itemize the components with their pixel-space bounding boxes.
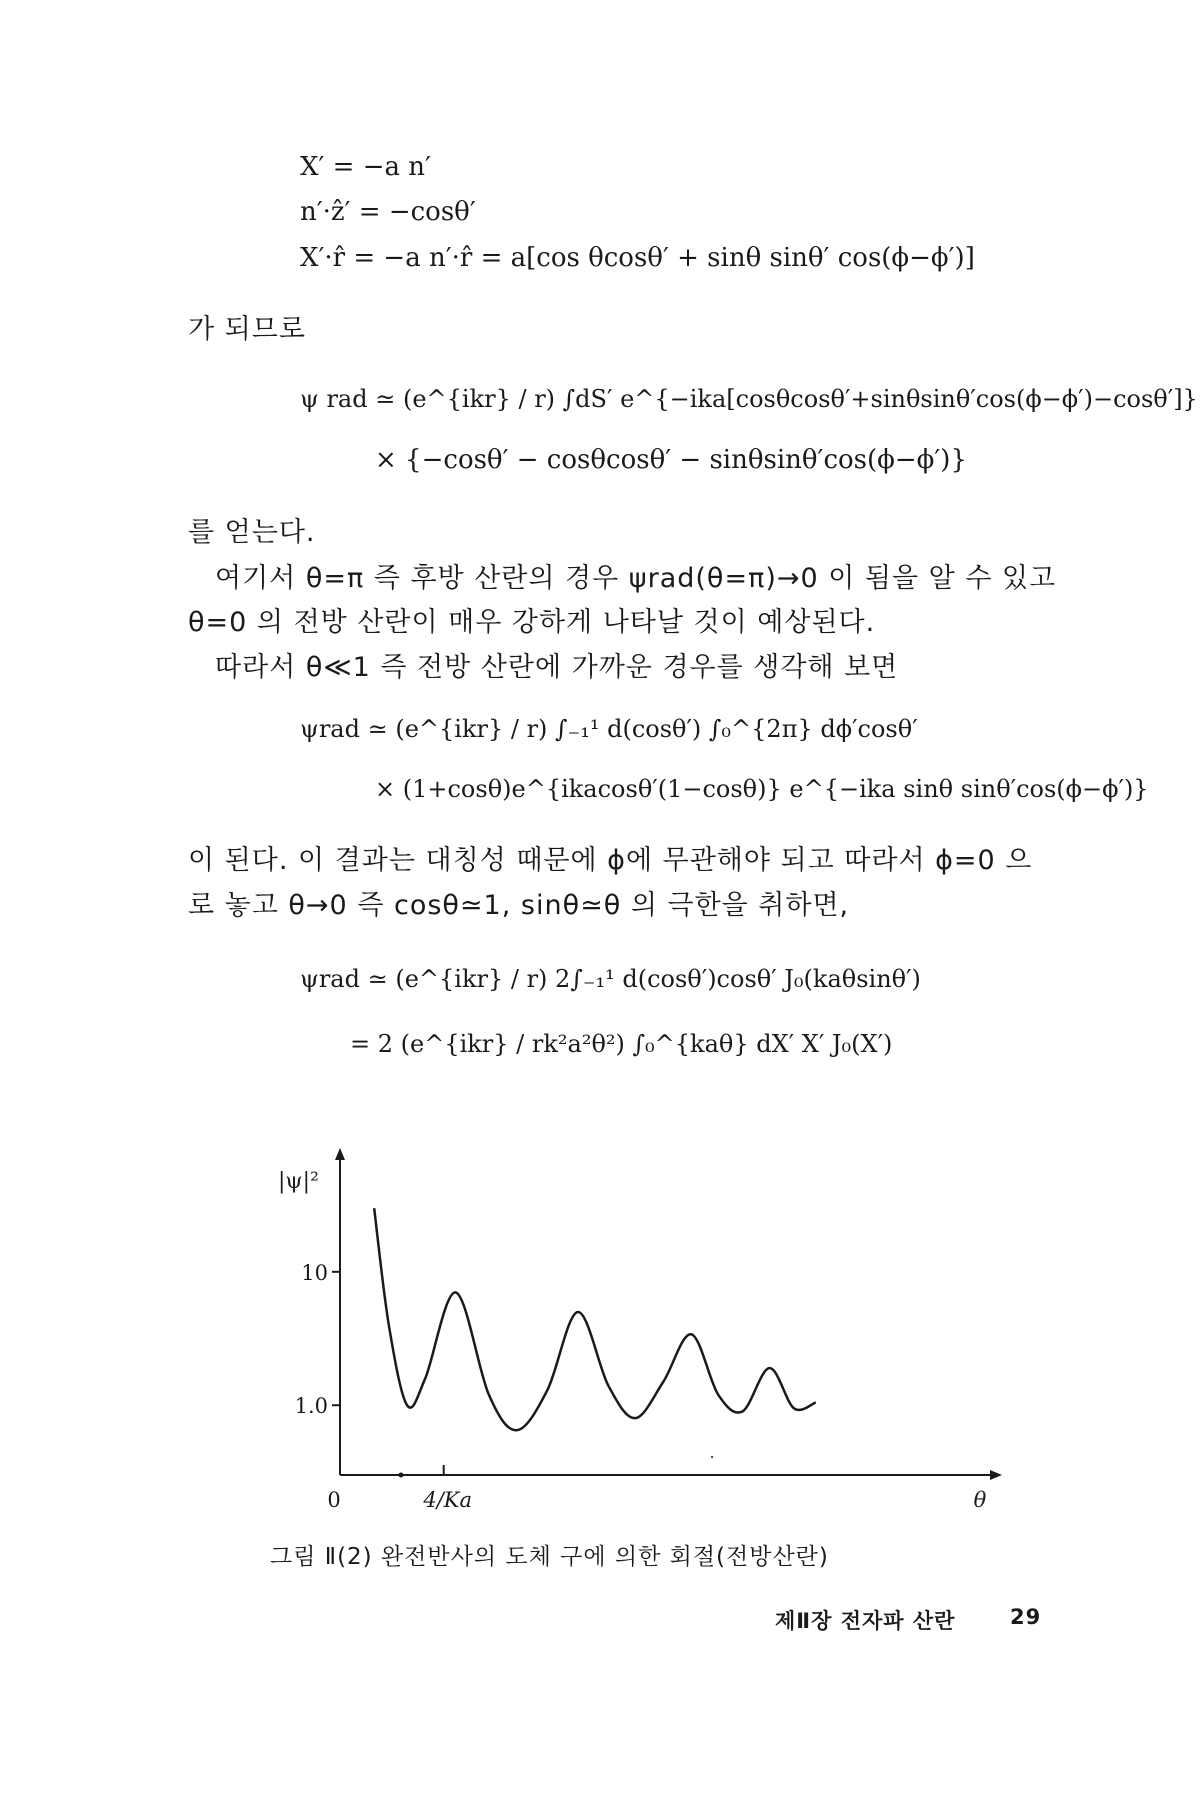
equation-psi-rad-2: ψrad ≃ (e^{ikr} / r) ∫₋₁¹ d(cosθ′) ∫₀^{2π} dϕ′cosθ′ [300,715,918,743]
x-axis-label: θ [973,1488,987,1512]
figure-caption: 그림 Ⅱ(2) 완전반사의 도체 구에 의한 회절(전방산란) [270,1544,829,1570]
text-paragraph-2: 를 얻는다. [188,517,316,548]
equation-psi-rad-3-cont: = 2 (e^{ikr} / rk²a²θ²) ∫₀^{kaθ} dX′ X′ J₀(X′) [350,1030,893,1058]
equation-n-dot-z: n′·ẑ′ = −cosθ′ [300,197,476,227]
x-tick-label: 4/Ka [423,1488,473,1512]
equation-psi-rad-3: ψrad ≃ (e^{ikr} / r) 2∫₋₁¹ d(cosθ′)cosθ′ J₀(kaθsinθ′) [300,965,921,993]
y-tick-label: 10 [301,1260,328,1285]
x-tick-label: 0 [327,1488,341,1512]
x-axis-arrow [990,1470,1002,1480]
equation-x-dot-r: X′·r̂ = −a n′·r̂ = a[cos θcosθ′ + sinθ sinθ′ cos(ϕ−ϕ′)] [300,243,975,273]
y-axis-arrow [335,1148,345,1160]
y-tick-label: 1.0 [294,1394,328,1419]
equation-x-prime: X′ = −a n′ [300,152,431,182]
text-paragraph-7: 로 놓고 θ→0 즉 cosθ≃1, sinθ≃θ 의 극한을 취하면, [188,890,850,921]
x-tick-dot [399,1473,404,1478]
text-paragraph-3: 여기서 θ=π 즉 후방 산란의 경우 ψrad(θ=π)→0 이 됨을 알 수 있고 [215,563,1057,594]
equation-psi-rad-2-cont: × (1+cosθ)e^{ikacosθ′(1−cosθ)} e^{−ika sinθ sinθ′cos(ϕ−ϕ′)} [375,775,1149,803]
footer-chapter: 제Ⅱ장 전자파 산란 [775,1609,956,1633]
y-axis-label: |ψ|² [278,1169,319,1194]
figure-chart [270,1140,1030,1520]
text-paragraph-6: 이 된다. 이 결과는 대칭성 때문에 ϕ에 무관해야 되고 따라서 ϕ=0 으 [188,845,1033,876]
text-paragraph-4: θ=0 의 전방 산란이 매우 강하게 나타날 것이 예상된다. [188,607,876,638]
text-paragraph-1: 가 되므로 [188,314,306,345]
stray-dot [711,1456,713,1458]
text-paragraph-5: 따라서 θ≪1 즉 전방 산란에 가까운 경우를 생각해 보면 [215,652,899,683]
footer-page-number: 29 [1010,1605,1042,1629]
series-line [374,1208,816,1430]
equation-psi-rad-1: ψ rad ≃ (e^{ikr} / r) ∫dS′ e^{−ika[cosθcosθ′+sinθsinθ′cos(ϕ−ϕ′)−cosθ′]} [300,385,1198,413]
equation-psi-rad-1-cont: × {−cosθ′ − cosθcosθ′ − sinθsinθ′cos(ϕ−ϕ′)} [375,445,967,475]
